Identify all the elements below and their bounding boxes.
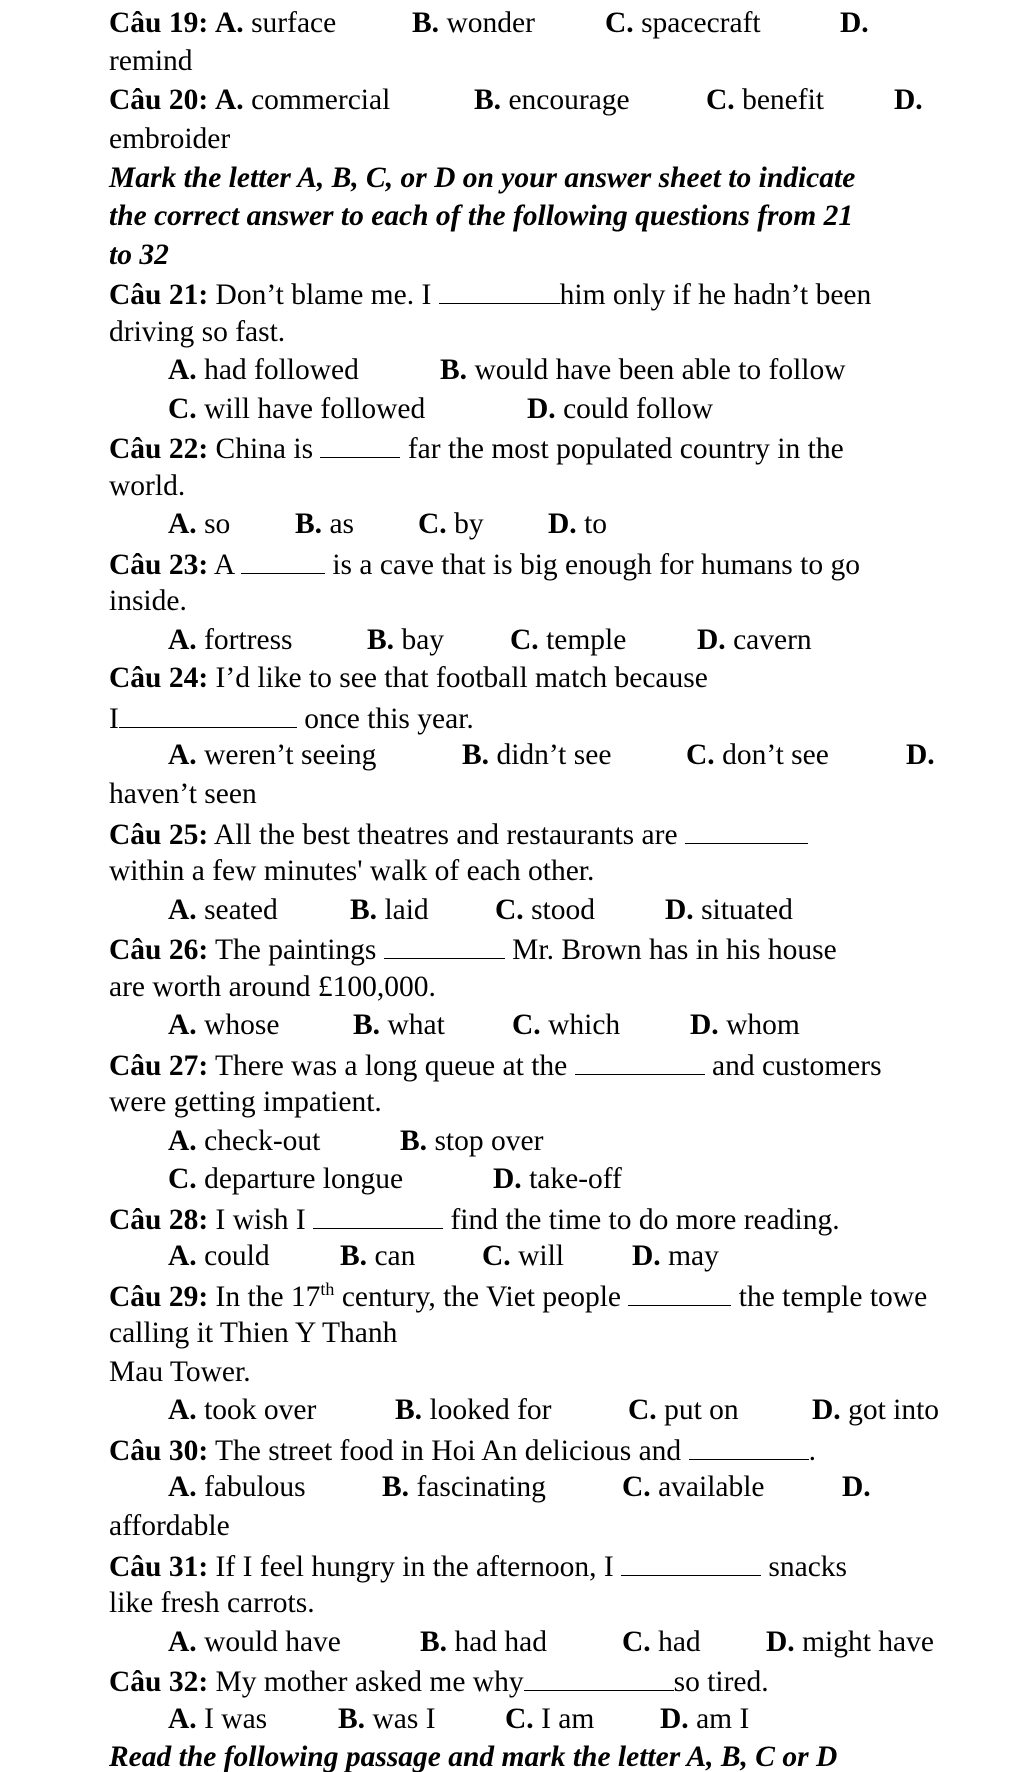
option-d-text: embroider [109,123,231,155]
option-c: C. will [482,1240,564,1272]
option-c: C. departure longue [168,1163,404,1195]
option-b: B. looked for [395,1394,552,1426]
question-21: Câu 21: Don’t blame me. I him only if he hadn’t been [0,274,1024,313]
option-b: B. didn’t see [462,739,612,771]
option-a: A. seated [168,894,278,926]
question-20 [0,81,1024,120]
option-d: D. am I [660,1703,750,1735]
option-d: D. may [632,1240,719,1272]
options-row [0,1623,1024,1662]
option-d: D. [842,1471,871,1503]
question-label: Câu 23: [109,549,209,581]
options-row [0,351,1024,390]
question-label: Câu 21: [109,279,209,311]
option-c: C. available [622,1471,765,1503]
options-row [0,505,1024,544]
option-a: A. so [168,508,231,540]
question-23: Câu 23: A is a cave that is big enough for humans to go [0,544,1024,583]
option-b: B. bay [367,624,445,656]
option-a: A. could [168,1240,270,1272]
options-row [0,1160,1024,1199]
option-d-text: haven’t seen [109,778,257,810]
option-a: A. would have [168,1626,341,1658]
question-label: Câu 27: [109,1050,209,1082]
question-label: Câu 31: [109,1551,209,1583]
option-a: A. weren’t seeing [168,739,377,771]
option-d: D. [906,739,935,771]
question-26: Câu 26: The paintings Mr. Brown has in his house [0,929,1024,968]
question-label: Câu 19: [109,7,209,39]
question-label: Câu 28: [109,1204,209,1236]
options-row [0,891,1024,930]
option-b: B. had had [420,1626,547,1658]
question-22: Câu 22: China is far the most populated country in the [0,428,1024,467]
question-text: are worth around £100,000. [109,971,436,1003]
option-c: C. benefit [706,84,824,116]
answer-blank [689,1430,809,1460]
question-25: Câu 25: All the best theatres and restaurants are [0,814,1024,853]
option-d: D. take-off [493,1163,622,1195]
answer-blank [685,814,808,844]
options-row [0,390,1024,429]
option-a: A. fortress [168,624,293,656]
answer-blank [524,1661,674,1691]
option-a: A. check-out [168,1125,321,1157]
instruction-line: the correct answer to each of the following questions from 21 [109,200,854,232]
question-27: Câu 27: There was a long queue at the and customers [0,1045,1024,1084]
instruction-line: Mark the letter A, B, C, or D on your answer sheet to indicate [109,162,856,194]
option-c: C. by [418,508,484,540]
option-d: D. might have [766,1626,934,1658]
question-19 [0,4,1024,43]
option-d: D. to [548,508,608,540]
option-b: B. fascinating [382,1471,546,1503]
option-a: A. whose [168,1009,280,1041]
option-b: B. what [353,1009,445,1041]
option-a: A. took over [168,1394,317,1426]
answer-blank [313,1199,443,1229]
option-c: C. I am [505,1703,595,1735]
option-d: D. could follow [527,393,713,425]
answer-blank [320,428,400,458]
option-d: D. got into [812,1394,940,1426]
options-row [0,621,1024,660]
answer-blank [384,929,505,959]
option-d-text: affordable [109,1510,230,1542]
question-text: world. [109,470,186,502]
question-label: Câu 30: [109,1435,209,1467]
question-29: Câu 29: In the 17th century, the Viet people the temple towe [0,1276,1024,1315]
option-d-text: remind [109,45,193,77]
option-a: A. commercial [215,84,391,116]
question-label: Câu 26: [109,934,209,966]
option-a: A. surface [215,7,337,39]
instruction-line: to 32 [109,239,169,271]
options-row [0,1700,1024,1739]
question-text: calling it Thien Y Thanh [109,1317,398,1349]
question-28: Câu 28: I wish I find the time to do more reading. [0,1199,1024,1238]
question-text: like fresh carrots. [109,1587,315,1619]
option-c: C. don’t see [686,739,829,771]
option-c: C. spacecraft [605,7,761,39]
option-d: D. whom [690,1009,800,1041]
option-b: B. stop over [400,1125,544,1157]
option-a: A. I was [168,1703,268,1735]
option-d: D. [894,84,923,116]
option-b: B. was I [338,1703,436,1735]
question-24: Câu 24: I’d like to see that football match because [109,662,708,694]
option-b: B. as [295,508,355,540]
question-label: Câu 32: [109,1666,209,1698]
option-a: A. fabulous [168,1471,306,1503]
question-label: Câu 22: [109,433,209,465]
option-b: B. wonder [412,7,535,39]
options-row [0,736,1024,775]
option-b: B. can [340,1240,416,1272]
option-d: D. [840,7,869,39]
options-row [0,1237,1024,1276]
option-c: C. stood [495,894,595,926]
question-text: were getting impatient. [109,1086,382,1118]
question-text: driving so fast. [109,316,286,348]
option-c: C. had [622,1626,701,1658]
question-label: Câu 20: [109,84,209,116]
question-31: Câu 31: If I feel hungry in the afternoon, I snacks [0,1546,1024,1585]
option-b: B. encourage [474,84,630,116]
option-d: D. situated [665,894,793,926]
question-30: Câu 30: The street food in Hoi An delicious and . [0,1430,1024,1469]
question-text: inside. [109,585,187,617]
option-c: C. temple [510,624,627,656]
answer-blank [241,544,325,574]
question-label: Câu 25: [109,819,209,851]
option-a: A. had followed [168,354,359,386]
option-c: C. put on [628,1394,739,1426]
question-label: Câu 24: [109,662,209,694]
option-c: C. will have followed [168,393,426,425]
options-row [0,1391,1024,1430]
question-text: within a few minutes' walk of each other. [109,855,595,887]
question-32: Câu 32: My mother asked me why so tired. [0,1661,1024,1700]
next-section-instruction: Read the following passage and mark the letter A, B, C or D [109,1741,838,1772]
question-text: Mau Tower. [109,1356,251,1388]
options-row [0,1006,1024,1045]
answer-blank [575,1045,705,1075]
answer-blank [628,1276,731,1306]
option-d: D. cavern [697,624,812,656]
question-label: Câu 29: [109,1281,209,1313]
option-b: B. laid [350,894,429,926]
answer-blank [439,274,560,304]
option-b: B. would have been able to follow [440,354,846,386]
options-row [0,1468,1024,1507]
answer-blank [119,698,297,728]
question-text: I once this year. [0,698,1024,737]
options-row [0,1122,1024,1161]
answer-blank [621,1546,761,1576]
option-c: C. which [512,1009,621,1041]
